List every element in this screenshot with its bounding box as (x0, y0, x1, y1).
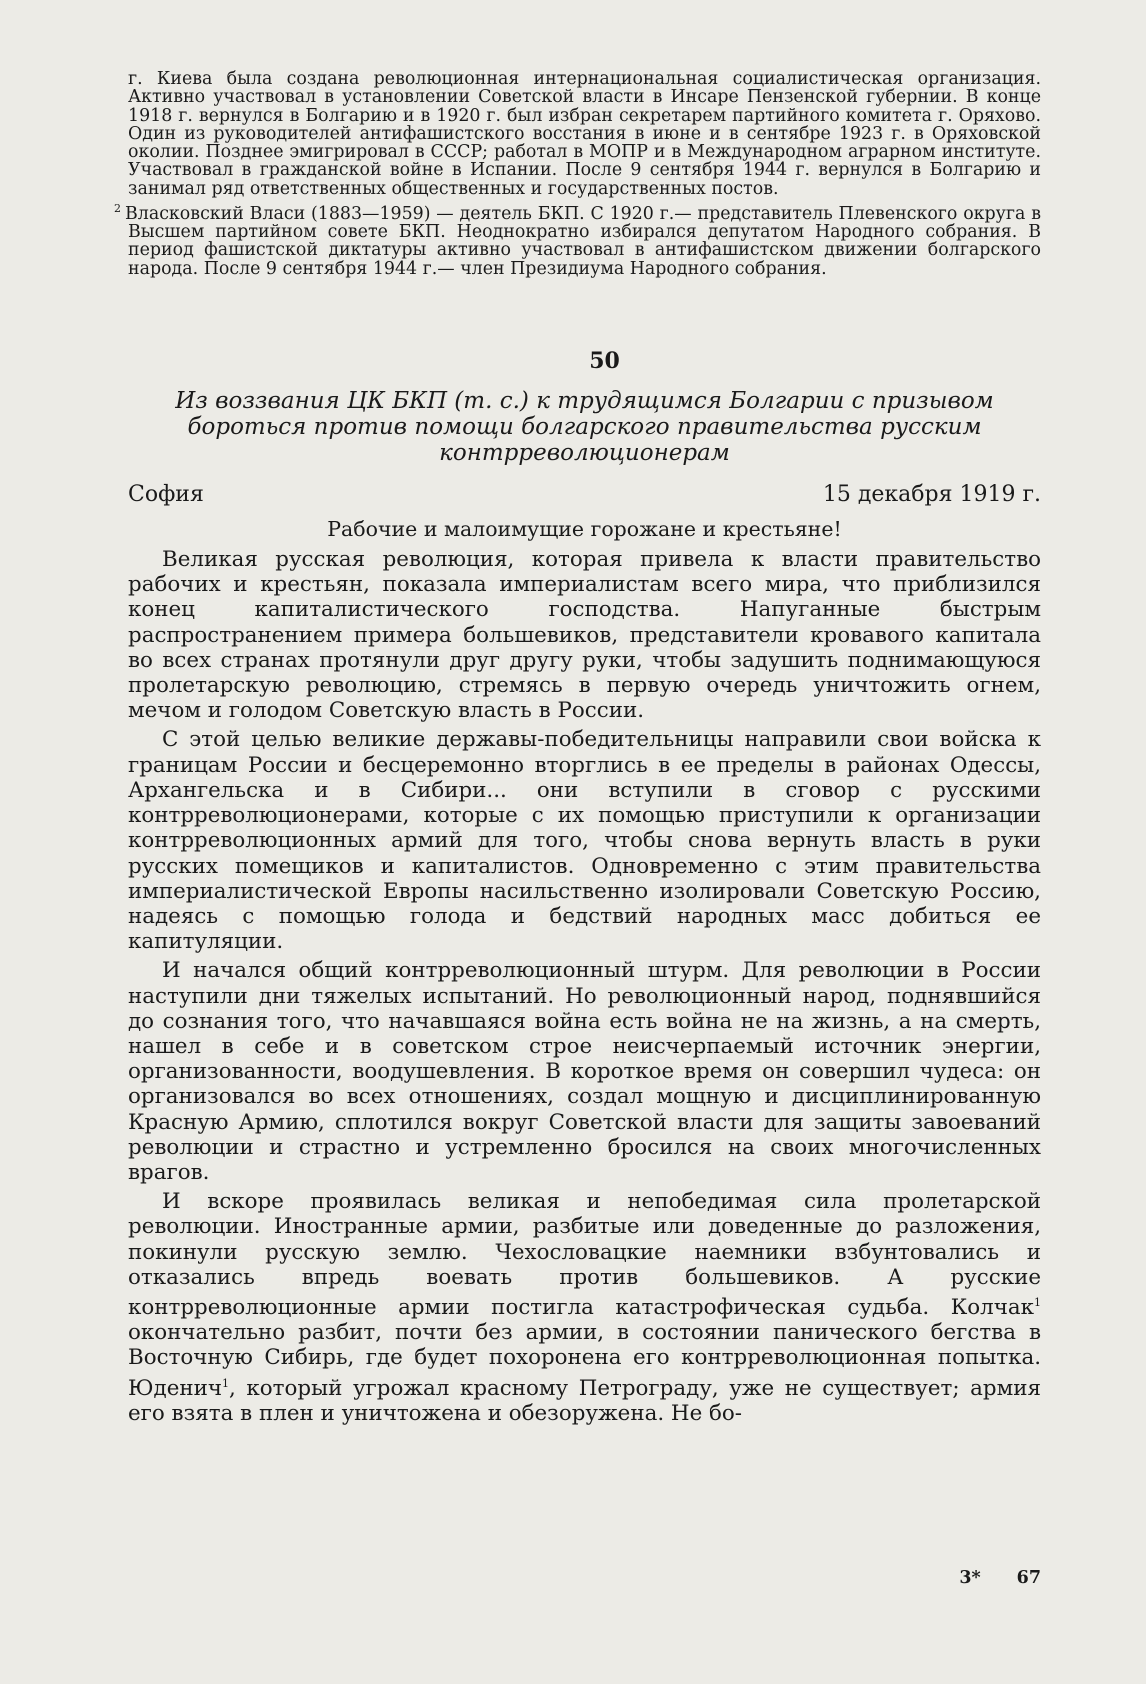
footnote-continuation: г. Киева была создана революционная интернациональная социалистическая организация. Активно участвовал в установлении Советской власти в Инсаре Пензенской губернии. В конце 1918 г. вернулся в Болгарию и в 1920 г. был избран секретарем партийного комитета г. Оряхово. Один из руководителей антифашистского восстания в июне и в сентябре 1923 г. в Оряховской околии. Позднее эмигрировал в СССР; работал в МОПР и в Международном аграрном институте. Участвовал в гражданской войне в Испании. После 9 сентября 1944 г. вернулся в Болгарию и занимал ряд ответственных общественных и государственных постов. (128, 69, 1041, 199)
footnotes-block (114, 69, 1041, 279)
paragraph-2: С этой целью великие державы-победительницы направили свои войска к границам России и бесцеремонно вторглись в ее пределы в районах Одессы, Архангельска и в Сибири... они вступили в сговор с русскими контрреволюционерами, которые с их помощью приступили к организации контрреволюционных армий для того, чтобы снова вернуть власть в руки русских помещиков и капиталистов. Одновременно с этим правительства империалистической Европы насильственно изолировали Советскую Россию, надеясь с помощью голода и бедствий народных масс добиться ее капитуляции. (128, 727, 1041, 955)
paragraph-4-part-c: , который угрожал красному Петрограду, уже не существует; армия его взята в плен и уничтожена и обезоружена. Не бо- (128, 1375, 1041, 1427)
document-date: 15 декабря 1919 г. (822, 482, 1041, 508)
footnote-ref-kolchak: 1 (1034, 1295, 1041, 1309)
page-footer (128, 1568, 1041, 1588)
paragraph-4 (128, 1189, 1041, 1426)
paragraph-4-part-a: И вскоре проявилась великая и непобедимая сила пролетарской революции. Иностранные армии, разбитые или доведенные до разложения, покинули русскую землю. Чехословацкие наемники взбунтовались и отказались впредь воевать против большевиков. А русские контрреволюционные армии постигла катастрофическая судьба. Колчак (128, 1189, 1041, 1321)
document-title: Из воззвания ЦК БКП (т. с.) к трудящимся Болгарии с призывом бороться против помощи болгарского правительства русским контрреволюционерам (175, 388, 994, 467)
signature-mark: 3* (959, 1568, 981, 1588)
footnote-2 (114, 200, 1041, 279)
document-address: Рабочие и малоимущие горожане и крестьяне! (327, 517, 842, 542)
paragraph-1: Великая русская революция, которая привела к власти правительство рабочих и крестьян, показала империалистам всего мира, что приблизился конец капиталистического господства. Напуганные быстрым распространением примера большевиков, представители кровавого капитала во всех странах протянули друг другу руки, чтобы задушить поднимающуюся пролетарскую революцию, стремясь в первую очередь уничтожить огнем, мечом и голодом Советскую власть в России. (128, 547, 1041, 724)
document-place: София (128, 482, 204, 508)
footnote-ref-yudenich: 1 (222, 1376, 230, 1390)
document-body (128, 547, 1041, 1426)
place-date-line (128, 482, 1041, 507)
paragraph-3: И начался общий контрреволюционный штурм. Для революции в России наступили дни тяжелых испытаний. Но революционный народ, поднявшийся до сознания того, что начавшаяся война есть война не на жизнь, а на смерть, нашел в себе и в советском строе неисчерпаемый источник энергии, организованности, воодушевления. В короткое время он совершил чудеса: он организовался во всех отношениях, создал мощную и дисциплинированную Красную Армию, сплотился вокруг Советской власти для защиты завоеваний революции и страстно и устремленно бросился на своих многочисленных врагов. (128, 958, 1041, 1185)
page-number: 67 (1016, 1568, 1041, 1588)
paragraph-4-part-b: окончательно разбит, почти без армии, в состоянии панического бегства в Восточную Сибирь, где будет похоронена его контрреволюционная попытка. Юденич (128, 1320, 1041, 1401)
footnote-2-text: Власковский Власи (1883—1959) — деятель БКП. С 1920 г.— представитель Плевенского округа в Высшем партийном совете БКП. Неоднократно избирался депутатом Народного собрания. В период фашистской диктатуры активно участвовал в антифашистском движении болгарского народа. После 9 сентября 1944 г.— член Президиума Народного собрания. (125, 203, 1041, 279)
footnote-2-mark: 2 (114, 202, 121, 216)
document-number: 50 (589, 348, 620, 375)
